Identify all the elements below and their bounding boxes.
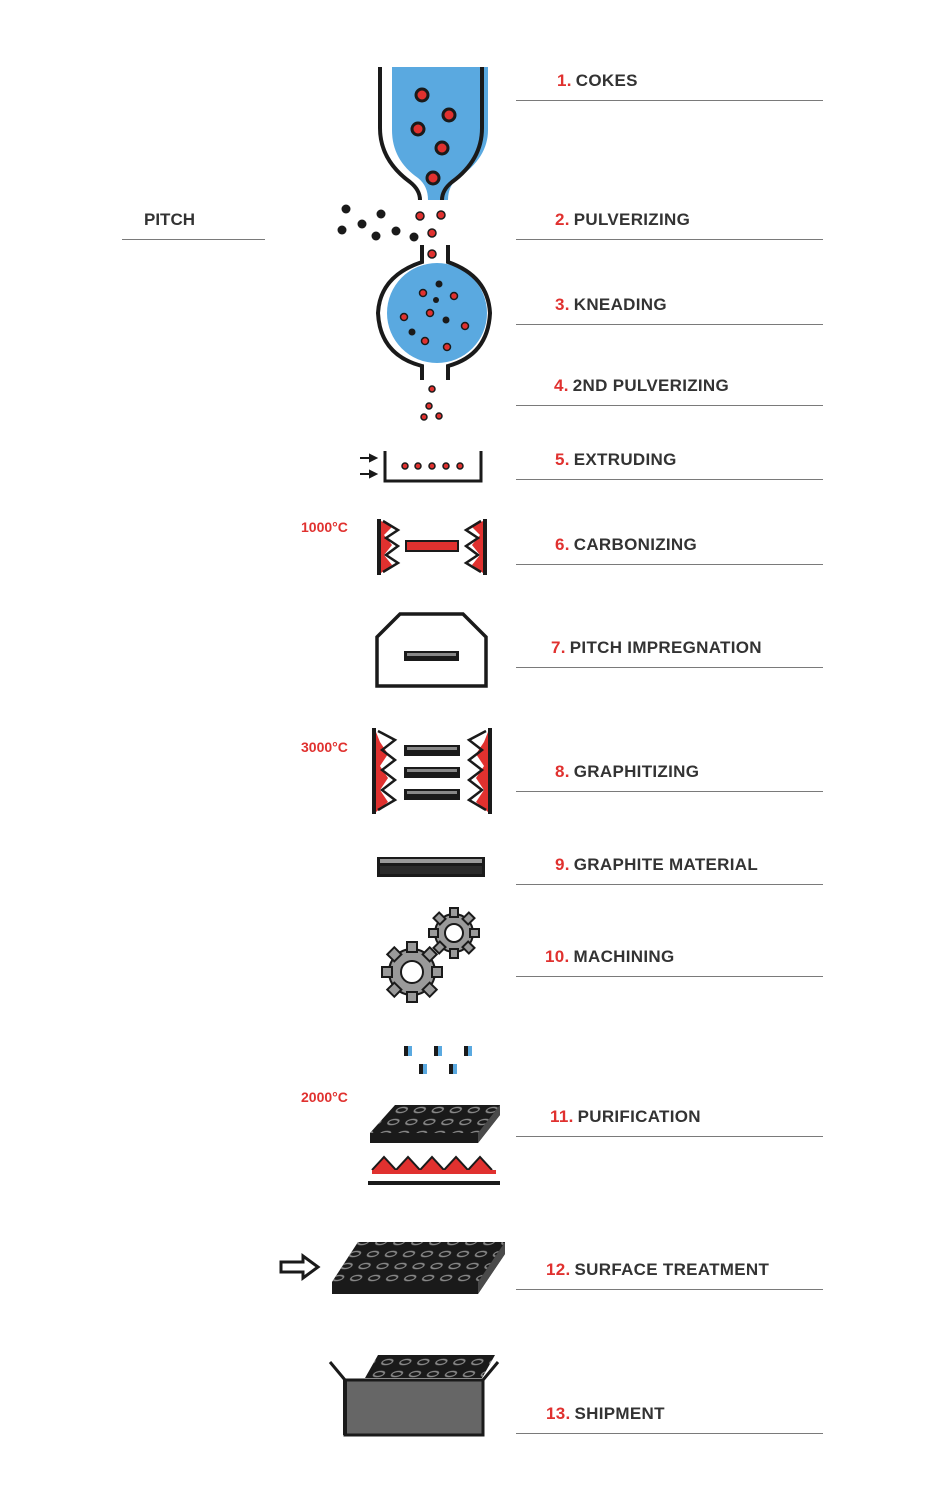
step-4-label: 4. 2ND PULVERIZING	[554, 376, 730, 395]
pitch-particles-icon	[338, 205, 419, 242]
purification-temp: 2000°C	[301, 1089, 348, 1105]
step-10-label: 10. MACHINING	[545, 947, 675, 966]
kneading-vessel-icon	[378, 245, 490, 380]
pitch-label: PITCH	[144, 210, 195, 229]
step-1-label: 1. COKES	[557, 71, 638, 90]
step-12-label: 12. SURFACE TREATMENT	[546, 1260, 770, 1279]
carbonizing-temp: 1000°C	[301, 519, 348, 535]
gas-drops-icon	[404, 1046, 472, 1074]
step-6-label: 6. CARBONIZING	[555, 535, 698, 554]
impregnation-vessel-icon	[377, 614, 486, 686]
extruder-icon	[360, 451, 481, 481]
step-11-label: 11. PURIFICATION	[550, 1107, 701, 1126]
step-9-label: 9. GRAPHITE MATERIAL	[555, 855, 759, 874]
surface-treatment-plate-icon	[281, 1242, 505, 1294]
graphite-block-icon	[377, 857, 485, 877]
purification-plate-icon	[368, 1046, 500, 1185]
particles-icon	[421, 386, 442, 420]
step-5-label: 5. EXTRUDING	[555, 450, 677, 469]
graphitizing-temp: 3000°C	[301, 739, 348, 755]
step-3-label: 3. KNEADING	[555, 295, 667, 314]
graphitizing-furnace-icon	[372, 728, 492, 814]
carbonizing-furnace-icon	[377, 519, 487, 575]
hopper-icon	[380, 67, 488, 200]
step-13-label: 13. SHIPMENT	[546, 1404, 665, 1423]
step-2-label: 2. PULVERIZING	[555, 210, 691, 229]
step-7-label: 7. PITCH IMPREGNATION	[551, 638, 762, 657]
step-8-label: 8. GRAPHITIZING	[555, 762, 700, 781]
gears-icon	[382, 908, 479, 1002]
push-arrow-icon	[281, 1256, 318, 1278]
shipment-box-icon	[330, 1355, 498, 1435]
